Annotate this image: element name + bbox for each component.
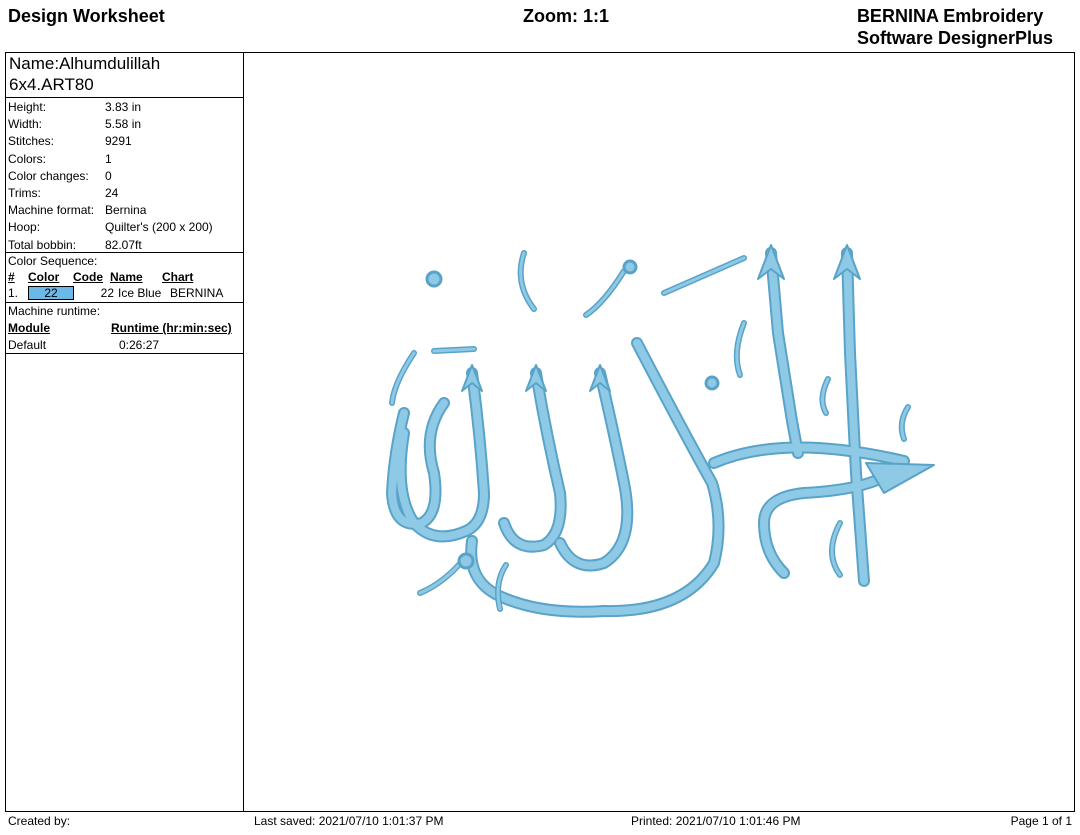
diacritic-top-1-fill [521, 253, 534, 309]
spec-value: 3.83 in [105, 100, 142, 114]
design-canvas [244, 53, 1074, 811]
runtime-title: Machine runtime: [8, 304, 101, 318]
spec-label: Color changes: [8, 168, 89, 183]
design-file: 6x4.ART80 [9, 75, 94, 94]
col-header-code: Code [73, 270, 103, 284]
spec-value: 1 [105, 151, 112, 166]
col-header-name: Name [110, 270, 143, 284]
color-sequence [6, 253, 243, 303]
spec-label: Hoop: [8, 220, 41, 235]
spec-label: Stitches: [8, 134, 55, 149]
spec-row [8, 219, 241, 236]
spec-row [8, 168, 241, 185]
spec-value: Bernina [105, 203, 147, 218]
runtime-header-module: Module [8, 321, 50, 335]
spec-label: Machine format: [8, 203, 95, 218]
worksheet-frame [5, 52, 1075, 812]
diacritic-top-3-fill [664, 258, 744, 293]
printed-date: Printed: 2021/07/10 1:01:46 PM [631, 814, 801, 828]
zoom-level: Zoom: 1:1 [523, 6, 610, 26]
design-specs [6, 98, 243, 253]
fill-lam-left [504, 373, 561, 547]
design-name: Name:Alhumdulillah [9, 54, 161, 73]
color-row-code: 22 [100, 286, 114, 300]
machine-runtime [6, 303, 243, 354]
design-info-panel [6, 53, 244, 811]
calligraphy-strokes [392, 245, 934, 612]
brand-line-1: BERNINA Embroidery [856, 6, 1044, 26]
spec-label: Total bobbin: [8, 237, 77, 252]
spec-value: Quilter's (200 x 200) [105, 220, 213, 235]
col-header-num: # [8, 270, 15, 284]
loop-dot-1 [427, 272, 441, 286]
spec-row [8, 151, 241, 168]
page-number: Page 1 of 1 [1010, 814, 1072, 828]
fill-lam-right [771, 253, 798, 453]
runtime-header-time: Runtime (hr:min:sec) [111, 321, 232, 335]
color-row-name: Ice Blue [118, 286, 162, 300]
fill-lam-mid [560, 373, 627, 566]
runtime-row [8, 337, 241, 354]
color-row-chart: BERNINA [170, 286, 224, 300]
worksheet-title: Design Worksheet [8, 6, 165, 26]
runtime-header [8, 320, 241, 337]
spec-label: Trims: [8, 186, 41, 201]
color-swatch: 22 [28, 286, 74, 300]
col-header-color: Color [28, 270, 60, 284]
spec-row [8, 116, 241, 133]
spec-value: 82.07ft [105, 237, 142, 252]
loop-dot-3 [459, 554, 473, 568]
spec-row [8, 133, 241, 150]
diacritic-low-1 [420, 559, 464, 593]
design-name-block [6, 53, 243, 98]
spec-value: 9291 [105, 134, 132, 149]
spec-label: Height: [8, 100, 47, 114]
software-brand [857, 5, 1053, 49]
embroidery-design [244, 53, 1076, 811]
runtime-time: 0:26:27 [119, 338, 160, 352]
spec-row [8, 202, 241, 219]
color-sequence-header [8, 269, 241, 285]
color-sequence-title: Color Sequence: [8, 254, 98, 268]
spec-label: Colors: [8, 151, 47, 166]
spec-row [8, 237, 241, 254]
spec-value: 0 [105, 168, 112, 183]
created-by: Created by: [8, 814, 71, 828]
spec-label: Width: [8, 117, 43, 132]
last-saved: Last saved: 2021/07/10 1:01:37 PM [254, 814, 444, 828]
loop-dot-4 [706, 377, 718, 389]
brand-line-2: Software DesignerPlus [856, 28, 1053, 48]
spec-row [8, 185, 241, 202]
spec-value: 5.58 in [105, 117, 142, 132]
base-wedge [866, 463, 934, 493]
col-header-chart: Chart [162, 270, 194, 284]
spec-value: 24 [105, 186, 119, 201]
color-row [8, 285, 241, 301]
runtime-module: Default [8, 338, 47, 352]
diacritic-mid-2-fill [434, 349, 474, 351]
color-row-num: 1. [8, 286, 19, 300]
loop-dot-2 [624, 261, 636, 273]
spec-row [8, 99, 241, 116]
color-swatch-cell [28, 285, 90, 301]
